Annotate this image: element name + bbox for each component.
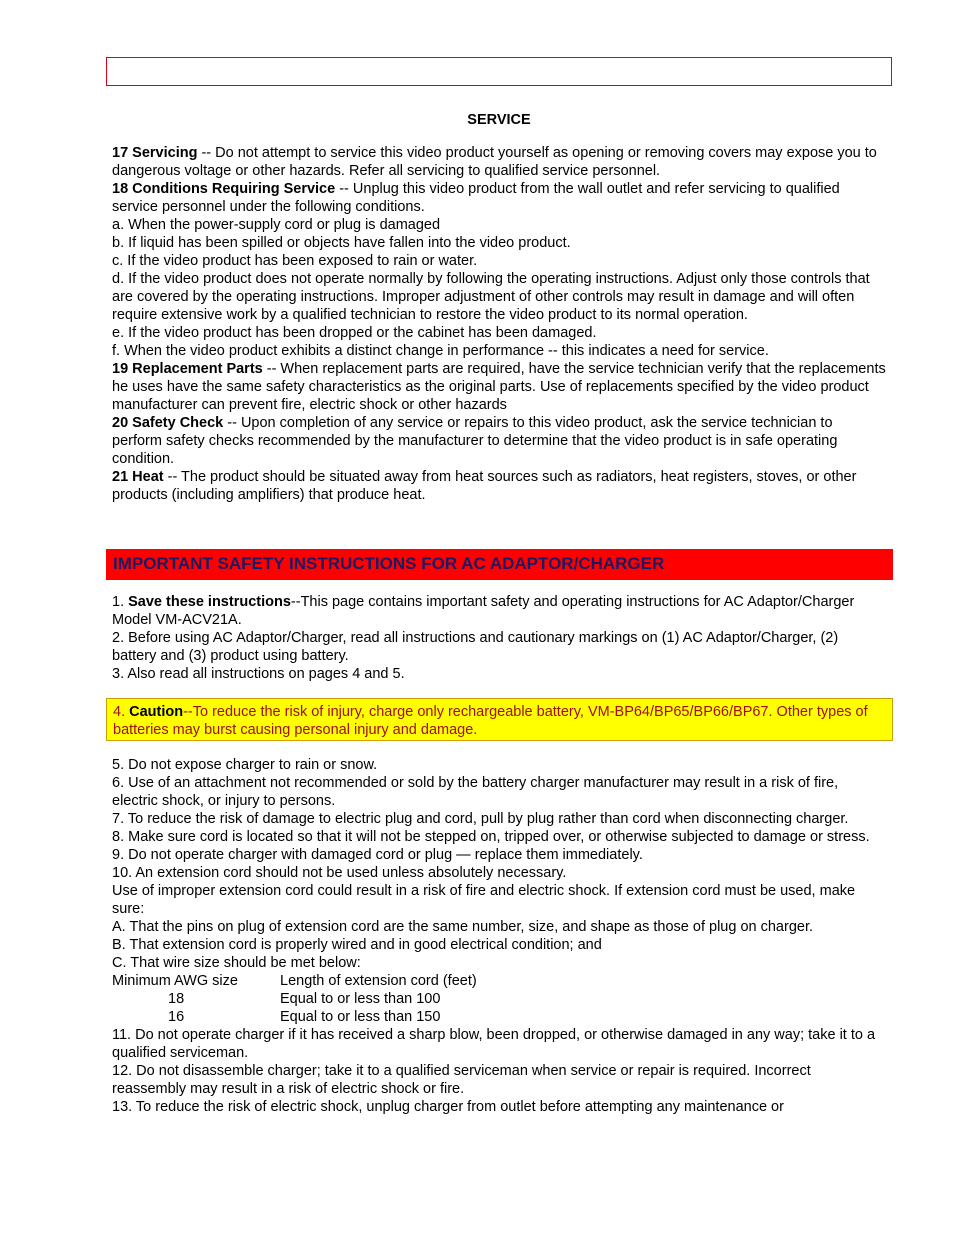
adaptor-item-5: 5. Do not expose charger to rain or snow. <box>112 757 378 773</box>
adaptor-intro <box>112 593 886 683</box>
adaptor-item-6: 6. Use of an attachment not recommended or sold by the battery charger manufacturer may result in a risk of fire, electric shock, or injury to persons. <box>112 775 839 809</box>
awg-size-cell: 16 <box>168 1009 185 1025</box>
awg-table-row <box>112 990 886 1008</box>
adaptor-item-11: 11. Do not operate charger if it has received a sharp blow, been dropped, or otherwise damaged in any way; take it to a qualified serviceman. <box>112 1027 876 1061</box>
awg-header-size: Minimum AWG size <box>112 973 238 989</box>
extension-item-b: B. That extension cord is properly wired and in good electrical condition; and <box>112 937 602 953</box>
service-heading: SERVICE <box>467 112 531 128</box>
adaptor-item-7: 7. To reduce the risk of damage to electric plug and cord, pull by plug rather than cord when disconnecting charger. <box>112 811 849 827</box>
condition-e: e. If the video product has been dropped or the cabinet has been damaged. <box>112 325 597 341</box>
item-17: 17 Servicing -- Do not attempt to service this video product yourself as opening or removing covers may expose you to dangerous voltage or other hazards. Refer all servicing to qualified service personnel. <box>112 145 877 179</box>
extension-cord-note: Use of improper extension cord could result in a risk of fire and electric shock. If extension cord must be used, make sure: <box>112 883 856 917</box>
adaptor-banner-title: IMPORTANT SAFETY INSTRUCTIONS FOR AC ADAPTOR/CHARGER <box>113 554 665 573</box>
adaptor-list <box>112 756 886 1116</box>
item-20: 20 Safety Check -- Upon completion of any service or repairs to this video product, ask the service technician to perform safety checks recommended by the manufacturer to determine that the video product is in safe operating condition. <box>112 415 838 467</box>
adaptor-item-12: 12. Do not disassemble charger; take it to a qualified serviceman when service or repair is required. Incorrect reassembly may result in a risk of electric shock or fire. <box>112 1063 811 1097</box>
condition-b: b. If liquid has been spilled or objects have fallen into the video product. <box>112 235 571 251</box>
condition-c: c. If the video product has been exposed to rain or water. <box>112 253 478 269</box>
awg-length-cell: Equal to or less than 150 <box>280 1009 441 1025</box>
adaptor-item-9: 9. Do not operate charger with damaged cord or plug — replace them immediately. <box>112 847 643 863</box>
header-box <box>106 57 892 86</box>
awg-table-header <box>112 972 886 990</box>
caution-box <box>106 698 893 741</box>
item-19: 19 Replacement Parts -- When replacement parts are required, have the service technician verify that the replacements he uses have the same safety characteristics as the original parts. Use of replacements specified by the video product manufacturer can prevent fire, electric shock or other hazards <box>112 361 886 413</box>
adaptor-item-2: 2. Before using AC Adaptor/Charger, read all instructions and cautionary markings on (1) AC Adaptor/Charger, (2) battery and (3) product using battery. <box>112 630 839 664</box>
item-21: 21 Heat -- The product should be situated away from heat sources such as radiators, heat registers, stoves, or other products (including amplifiers) that produce heat. <box>112 469 857 503</box>
adaptor-item-10: 10. An extension cord should not be used unless absolutely necessary. <box>112 865 567 881</box>
adaptor-item-1: 1. Save these instructions--This page contains important safety and operating instructions for AC Adaptor/Charger Model VM-ACV21A. <box>112 594 855 628</box>
extension-item-c: C. That wire size should be met below: <box>112 955 361 971</box>
awg-length-cell: Equal to or less than 100 <box>280 991 441 1007</box>
condition-a: a. When the power-supply cord or plug is damaged <box>112 217 441 233</box>
adaptor-item-8: 8. Make sure cord is located so that it will not be stepped on, tripped over, or otherwise subjected to damage or stress. <box>112 829 870 845</box>
awg-header-length: Length of extension cord (feet) <box>280 973 477 989</box>
extension-item-a: A. That the pins on plug of extension cord are the same number, size, and shape as those of plug on charger. <box>112 919 814 935</box>
service-section <box>112 144 886 504</box>
adaptor-item-3: 3. Also read all instructions on pages 4 and 5. <box>112 666 405 682</box>
condition-d: d. If the video product does not operate normally by following the operating instructions. Adjust only those controls that are covered by the operating instructions. Improper adjustment of other controls may result in damage and will often require extensive work by a qualified technician to restore the video product to its normal operation. <box>112 271 870 323</box>
condition-f: f. When the video product exhibits a distinct change in performance -- this indicates a need for service. <box>112 343 769 359</box>
item-18: 18 Conditions Requiring Service -- Unplug this video product from the wall outlet and refer servicing to qualified service personnel under the following conditions. <box>112 181 840 215</box>
adaptor-item-13: 13. To reduce the risk of electric shock, unplug charger from outlet before attempting any maintenance or <box>112 1099 784 1115</box>
adaptor-banner <box>106 549 893 580</box>
awg-table-row <box>112 1008 886 1026</box>
awg-size-cell: 18 <box>168 991 185 1007</box>
caution-text: 4. Caution--To reduce the risk of injury, charge only rechargeable battery, VM-BP64/BP65/BP66/BP67. Other types of batteries may burst causing personal injury and damage. <box>113 704 868 738</box>
